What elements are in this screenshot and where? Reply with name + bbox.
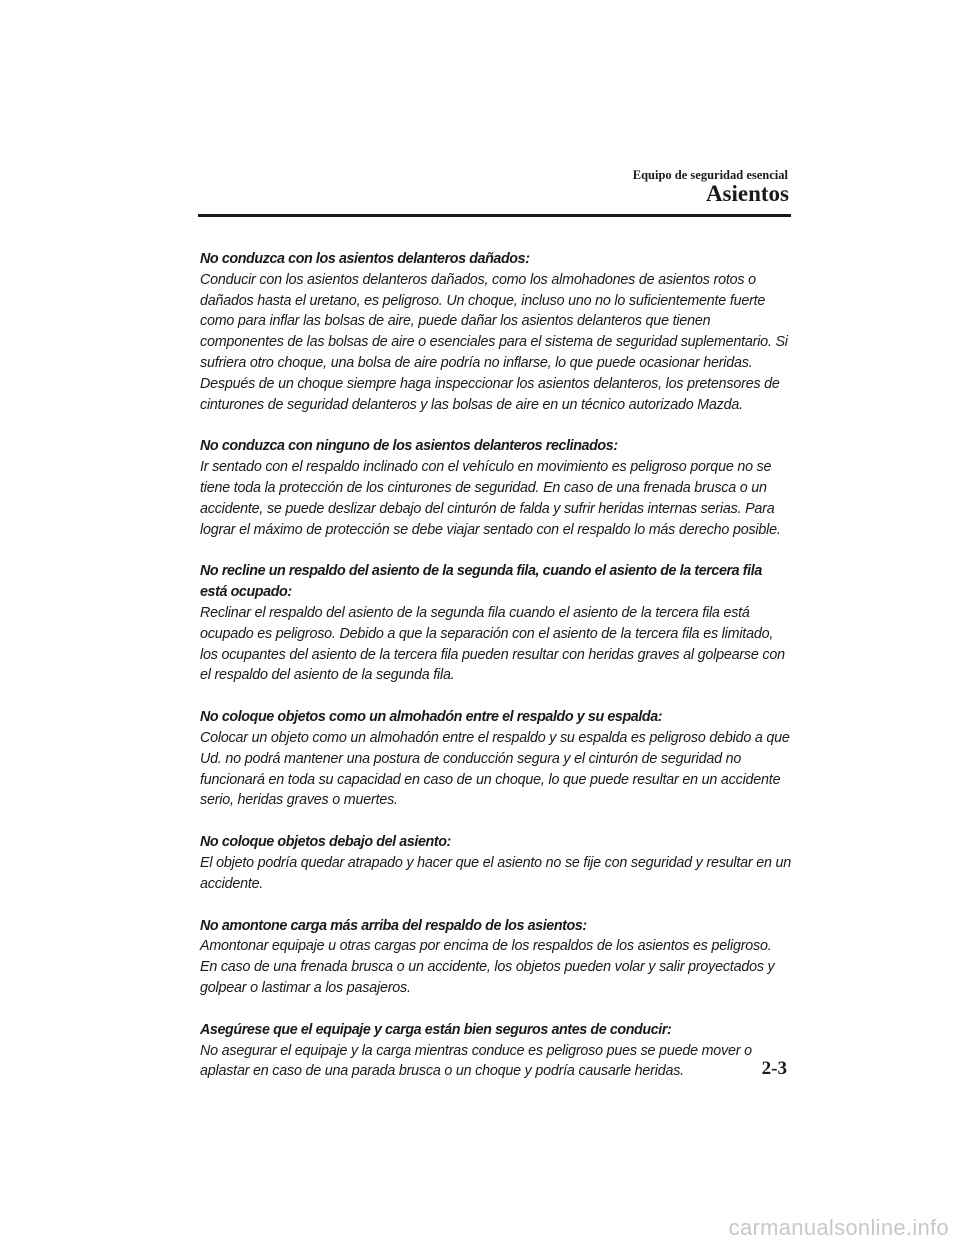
warning-heading: No recline un respaldo del asiento de la segunda fila, cuando el asiento de la tercera fila está ocupado: xyxy=(200,563,762,601)
warning-second-row-recline xyxy=(200,561,792,686)
warning-objects-under-seat xyxy=(200,832,792,894)
warning-body: El objeto podría quedar atrapado y hacer que el asiento no se fije con seguridad y resultar en un accidente. xyxy=(200,854,792,892)
warning-heading: No conduzca con ninguno de los asientos delanteros reclinados: xyxy=(200,438,618,455)
warning-damaged-front-seats xyxy=(200,249,792,415)
page-title: Asientos xyxy=(705,181,789,206)
warning-body: No asegurar el equipaje y la carga mientras conduce es peligroso pues se puede mover o aplastar en caso de una parada brusca o un choque y podría causarle heridas. xyxy=(200,1042,752,1080)
header-divider xyxy=(198,214,791,217)
warning-reclined-front-seats xyxy=(200,436,792,540)
warning-heading: No amontone carga más arriba del respaldo de los asientos: xyxy=(200,917,587,934)
warning-cargo-above-seatback xyxy=(200,916,792,999)
warning-body: Conducir con los asientos delanteros dañados, como los almohadones de asientos rotos o dañados hasta el uretano, es peligroso. Un choque, incluso uno no lo suficientemente fuerte como para inflar las bolsas de aire, puede dañar los asientos delanteros que tienen componentes de las bolsas de aire o esenciales para el sistema de seguridad suplementario. Si sufriera otro choque, una bolsa de aire podría no inflarse, lo que puede ocasionar heridas. Después de un choque siempre haga inspeccionar los asientos delanteros, los pretensores de cinturones de seguridad delanteros y las bolsas de aire en un técnico autorizado Mazda. xyxy=(200,271,788,413)
warning-heading: Asegúrese que el equipaje y carga están bien seguros antes de conducir: xyxy=(200,1021,672,1038)
page-number: 2-3 xyxy=(761,1058,787,1079)
warning-heading: No coloque objetos debajo del asiento: xyxy=(200,834,451,851)
watermark-link[interactable]: carmanualsonline.info xyxy=(728,1215,949,1240)
warning-body: Ir sentado con el respaldo inclinado con el vehículo en movimiento es peligroso porque no se tiene toda la protección de los cinturones de seguridad. En caso de una frenada brusca o un accidente, se puede deslizar debajo del cinturón de falda y sufrir heridas internas serias. Para lograr el máximo de protección se debe viajar sentado con el respaldo lo más derecho posible. xyxy=(200,459,781,538)
warning-secure-luggage xyxy=(200,1020,792,1082)
warning-body: Reclinar el respaldo del asiento de la segunda fila cuando el asiento de la tercera fila está ocupado es peligroso. Debido a que la separación con el asiento de la tercera fila es limitado, los ocupantes del asiento de la tercera fila pueden resultar con heridas graves al golpearse con el respaldo del asiento de la segunda fila. xyxy=(200,604,785,684)
warning-heading: No conduzca con los asientos delanteros dañados: xyxy=(200,251,530,267)
warning-cushion-behind-back xyxy=(200,707,792,811)
warning-body: Amontonar equipaje u otras cargas por encima de los respaldos de los asientos es peligroso. En caso de una frenada brusca o un accidente, los objetos pueden volar y salir proyectados y golpear o lastimar a los pasajeros. xyxy=(200,938,775,996)
warning-body: Colocar un objeto como un almohadón entre el respaldo y su espalda es peligroso debido a que Ud. no podrá mantener una postura de conducción segura y el cinturón de seguridad no funcionará en toda su capacidad en caso de un choque, lo que puede resultar en un accidente serio, heridas graves o muertes. xyxy=(200,729,790,809)
section-label: Equipo de seguridad esencial xyxy=(632,168,788,182)
warning-list xyxy=(200,249,792,1103)
warning-heading: No coloque objetos como un almohadón entre el respaldo y su espalda: xyxy=(200,709,663,726)
